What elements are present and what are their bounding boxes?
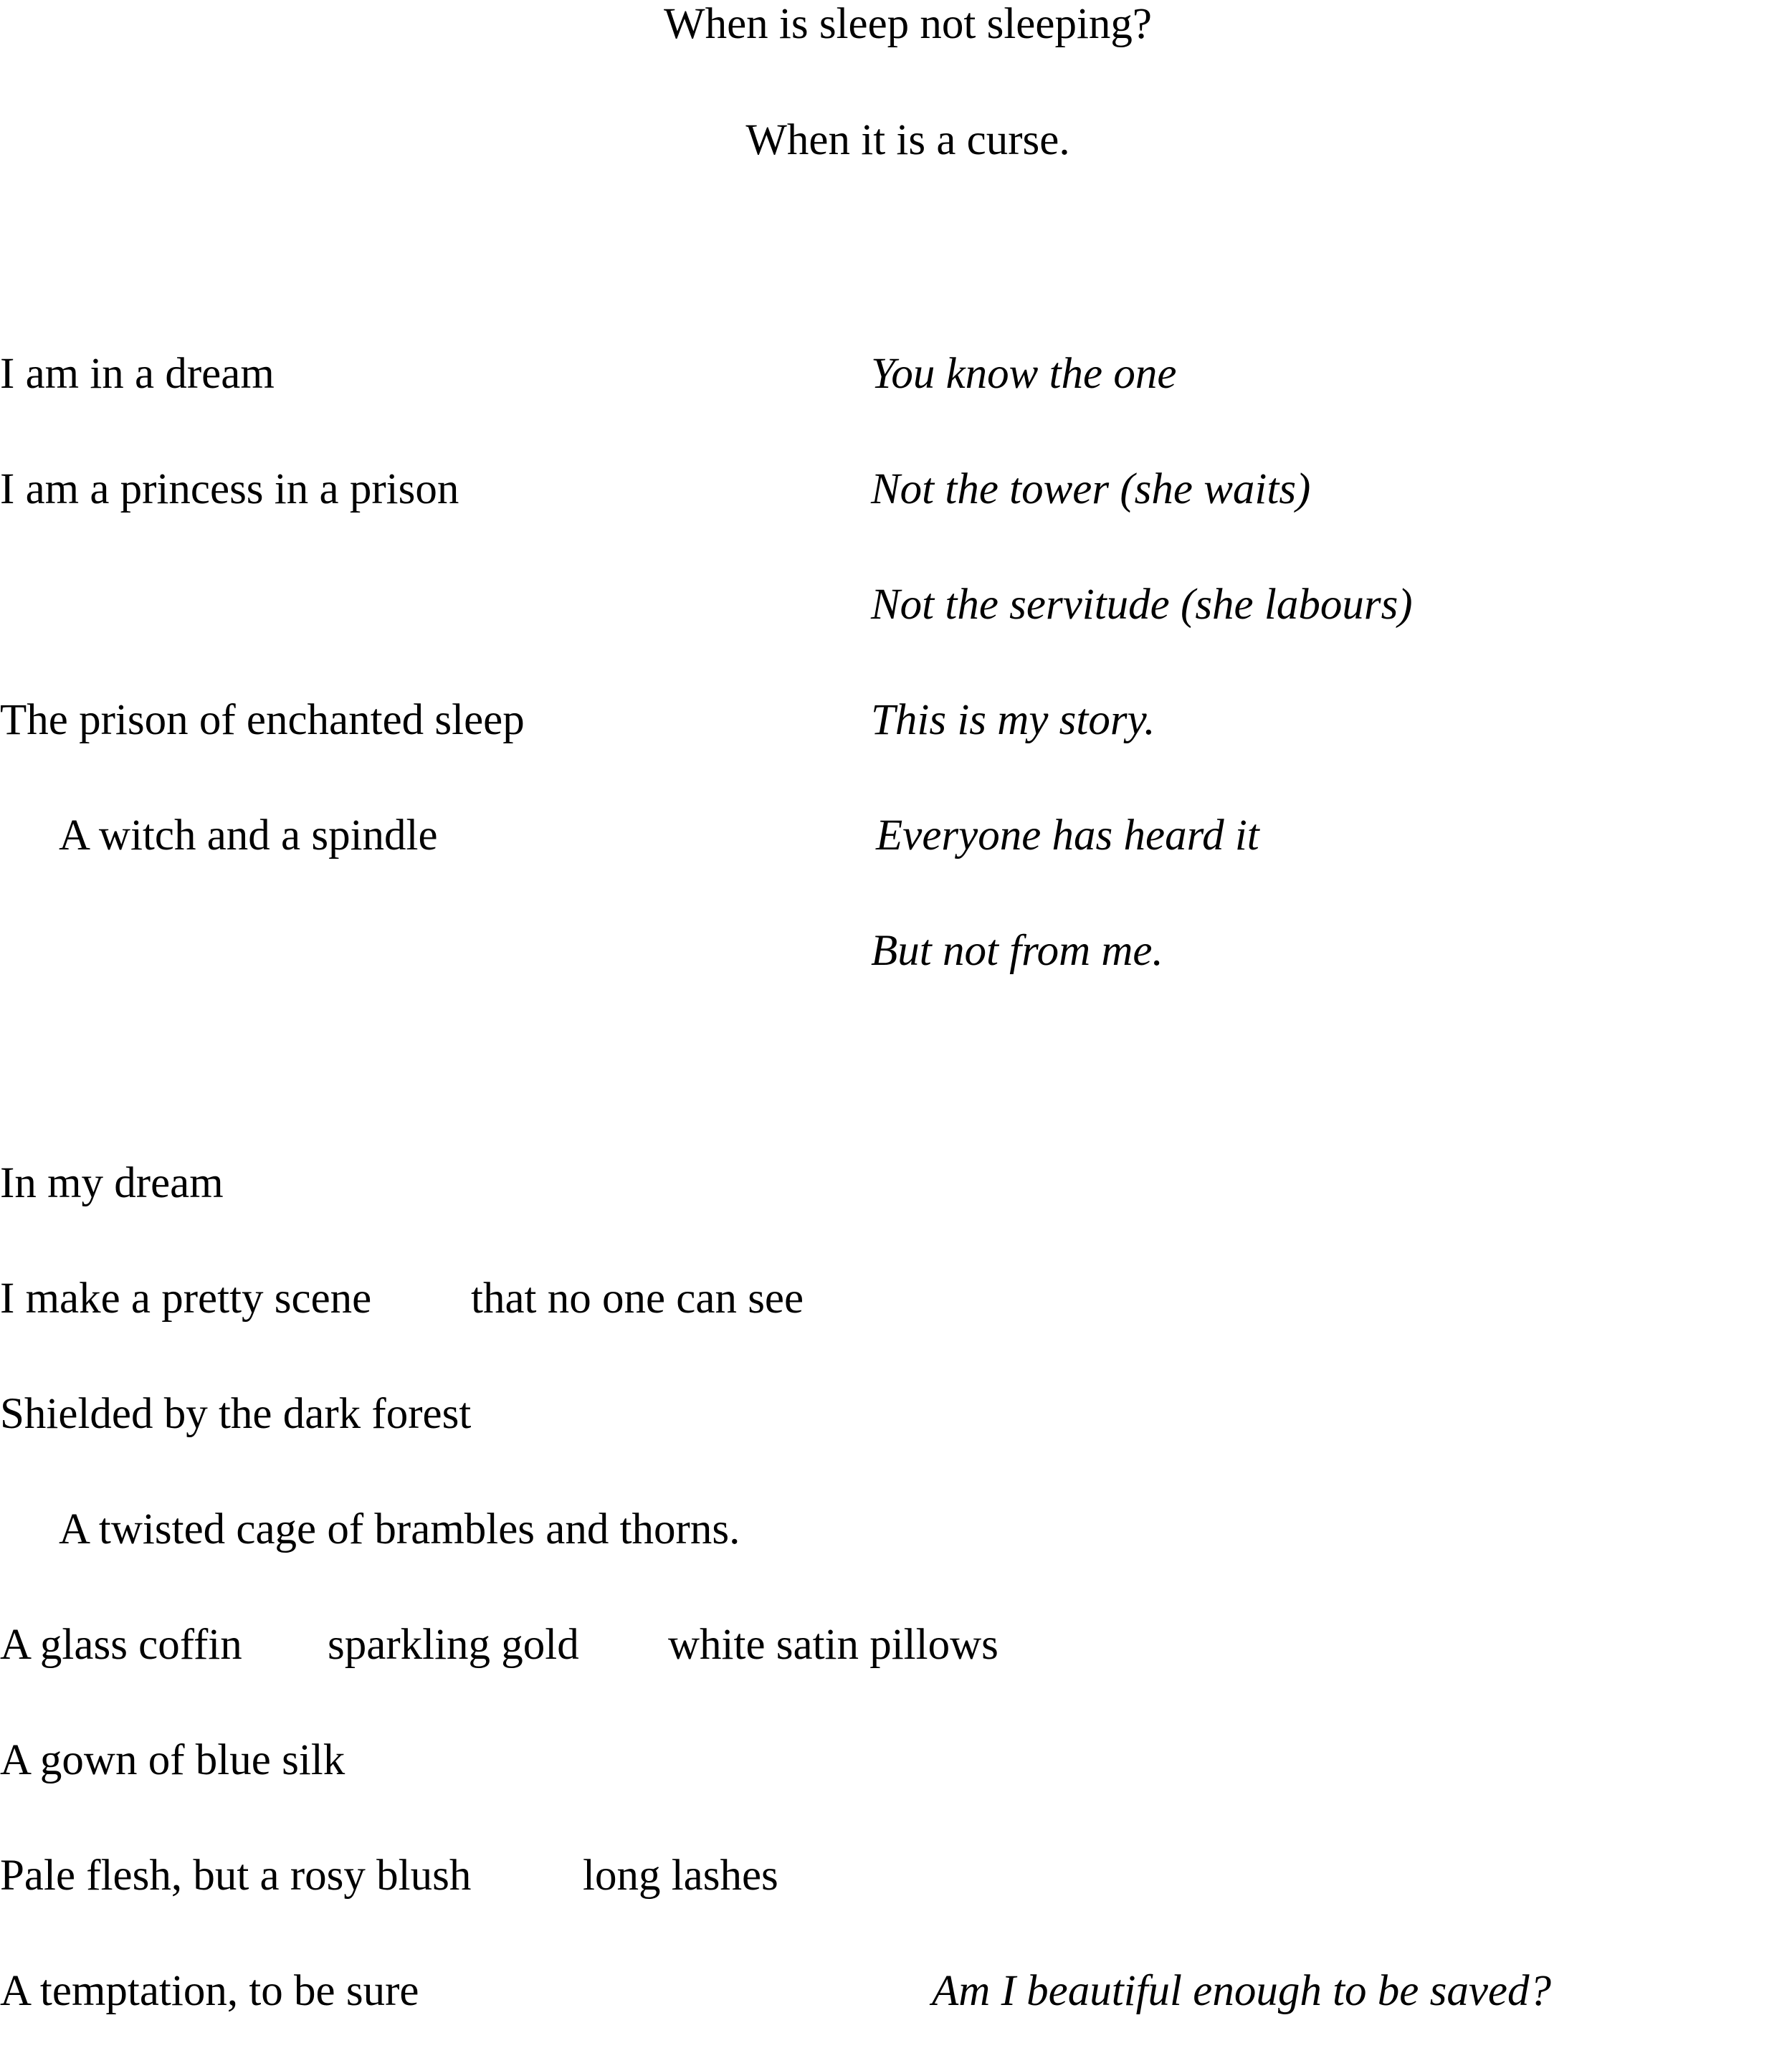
- poem-question: When is sleep not sleeping?: [664, 0, 1152, 48]
- stanza2-line7b: long lashes: [583, 1852, 778, 1900]
- stanza2-line8b: Am I beautiful enough to be saved?: [932, 1967, 1551, 2015]
- stanza2-line5b: sparkling gold: [328, 1621, 579, 1669]
- stanza2-line5a: A glass coffin: [0, 1621, 242, 1669]
- stanza1-left-line3: The prison of enchanted sleep: [0, 696, 525, 744]
- stanza1-right-line1: You know the one: [871, 350, 1177, 398]
- stanza1-right-line6: But not from me.: [871, 927, 1163, 975]
- stanza2-line6: A gown of blue silk: [0, 1736, 345, 1784]
- stanza2-line2a: I make a pretty scene: [0, 1275, 372, 1323]
- stanza1-left-line1: I am in a dream: [0, 350, 275, 398]
- stanza1-right-line2: Not the tower (she waits): [871, 465, 1311, 513]
- stanza2-line4: A twisted cage of brambles and thorns.: [59, 1505, 740, 1553]
- stanza2-line7a: Pale flesh, but a rosy blush: [0, 1852, 472, 1900]
- stanza1-left-line2: I am a princess in a prison: [0, 465, 459, 513]
- poem-answer: When it is a curse.: [745, 116, 1070, 164]
- stanza2-line8a: A temptation, to be sure: [0, 1967, 419, 2015]
- stanza2-line5c: white satin pillows: [668, 1621, 999, 1669]
- stanza1-right-line5: Everyone has heard it: [876, 811, 1259, 859]
- stanza1-right-line4: This is my story.: [871, 696, 1155, 744]
- stanza2-line2b: that no one can see: [471, 1275, 804, 1323]
- stanza1-left-line4: A witch and a spindle: [59, 811, 438, 859]
- stanza1-right-line3: Not the servitude (she labours): [871, 581, 1413, 629]
- stanza2-line3: Shielded by the dark forest: [0, 1390, 472, 1438]
- stanza2-line1: In my dream: [0, 1159, 224, 1207]
